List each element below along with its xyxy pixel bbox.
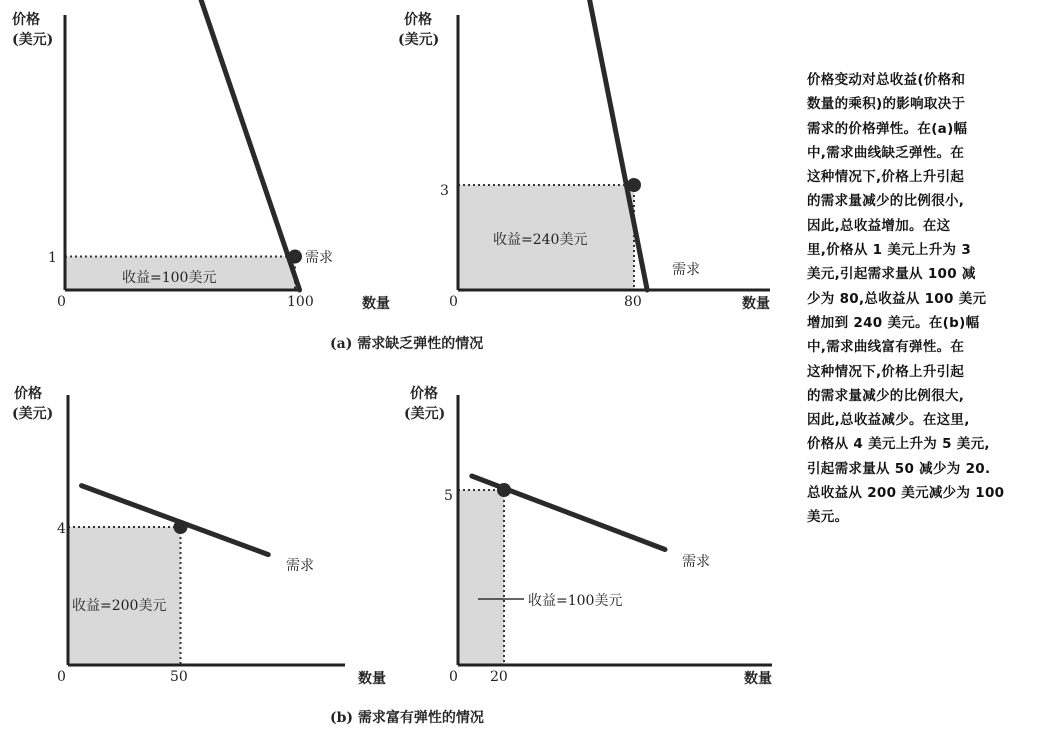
demand-curve bbox=[192, 0, 300, 290]
equilibrium-point bbox=[627, 178, 641, 192]
y-axis-label-unit: (美元) bbox=[404, 406, 446, 422]
caption-b: (b) 需求富有弹性的情况 bbox=[330, 710, 484, 726]
revenue-area bbox=[69, 527, 181, 665]
description-line: 这种情况下,价格上升引起 bbox=[807, 169, 965, 186]
y-axis-label: 价格 bbox=[12, 12, 40, 28]
price-tick-label: 4 bbox=[57, 521, 66, 537]
description-line: 的需求量减少的比例很大, bbox=[807, 387, 965, 404]
equilibrium-point bbox=[174, 520, 188, 534]
y-axis-label: 价格 bbox=[410, 386, 438, 402]
origin-label: 0 bbox=[57, 294, 66, 310]
quantity-tick-label: 80 bbox=[624, 294, 642, 310]
description-line: 价格从 4 美元上升为 5 美元, bbox=[807, 436, 990, 453]
quantity-tick-label: 100 bbox=[287, 294, 314, 310]
panel-b-left bbox=[12, 385, 386, 687]
quantity-tick-label: 20 bbox=[490, 669, 508, 685]
y-axis-label: 价格 bbox=[14, 386, 42, 402]
demand-label: 需求 bbox=[682, 554, 710, 570]
description-line: 美元。 bbox=[807, 509, 849, 526]
description-line: 这种情况下,价格上升引起 bbox=[807, 363, 965, 380]
description-text bbox=[807, 68, 1027, 530]
demand-label: 需求 bbox=[305, 250, 333, 266]
quantity-tick-label: 50 bbox=[170, 669, 188, 685]
description-line: 中,需求曲线富有弹性。在 bbox=[807, 339, 965, 356]
x-axis-label: 数量 bbox=[742, 296, 770, 312]
description-line: 美元,引起需求量从 100 减 bbox=[807, 266, 976, 283]
description-line: 中,需求曲线缺乏弹性。在 bbox=[807, 144, 965, 161]
price-tick-label: 3 bbox=[440, 183, 449, 199]
description-line: 里,价格从 1 美元上升为 3 bbox=[807, 242, 972, 259]
panel-a-left bbox=[12, 0, 390, 312]
description-line: 需求的价格弹性。在(a)幅 bbox=[807, 120, 968, 137]
description-line: 因此,总收益减少。在这里, bbox=[807, 412, 970, 429]
y-axis-label-unit: (美元) bbox=[12, 32, 54, 48]
origin-label: 0 bbox=[57, 669, 66, 685]
revenue-label: 收益=100美元 bbox=[122, 270, 217, 286]
x-axis-label: 数量 bbox=[358, 671, 386, 687]
y-axis-label-unit: (美元) bbox=[12, 406, 54, 422]
equilibrium-point bbox=[497, 483, 511, 497]
y-axis-label-unit: (美元) bbox=[398, 32, 440, 48]
caption-a: (a) 需求缺乏弹性的情况 bbox=[330, 336, 484, 352]
x-axis-label: 数量 bbox=[362, 296, 390, 312]
equilibrium-point bbox=[288, 250, 302, 264]
description-line: 增加到 240 美元。在(b)幅 bbox=[807, 314, 980, 331]
description-line: 因此,总收益增加。在这 bbox=[807, 217, 951, 234]
x-axis-label: 数量 bbox=[744, 671, 772, 687]
description-line: 数量的乘积)的影响取决于 bbox=[807, 96, 966, 113]
origin-label: 0 bbox=[449, 294, 458, 310]
description-line: 价格变动对总收益(价格和 bbox=[807, 72, 966, 88]
revenue-area bbox=[459, 490, 504, 665]
description-line: 总收益从 200 美元减少为 100 bbox=[807, 485, 1005, 502]
panel-a-right bbox=[398, 0, 770, 312]
panel-b-right bbox=[404, 385, 772, 687]
revenue-label: 收益=200美元 bbox=[72, 598, 167, 614]
description-line: 引起需求量从 50 减少为 20. bbox=[807, 460, 991, 477]
description-line: 少为 80,总收益从 100 美元 bbox=[807, 290, 987, 307]
price-tick-label: 1 bbox=[48, 250, 57, 266]
demand-label: 需求 bbox=[286, 558, 314, 574]
price-tick-label: 5 bbox=[444, 488, 453, 504]
y-axis-label: 价格 bbox=[404, 12, 432, 28]
description-line: 的需求量减少的比例很小, bbox=[807, 193, 965, 210]
revenue-label: 收益=240美元 bbox=[493, 232, 588, 248]
origin-label: 0 bbox=[449, 669, 458, 685]
demand-label: 需求 bbox=[672, 262, 700, 278]
revenue-label: 收益=100美元 bbox=[528, 593, 623, 609]
